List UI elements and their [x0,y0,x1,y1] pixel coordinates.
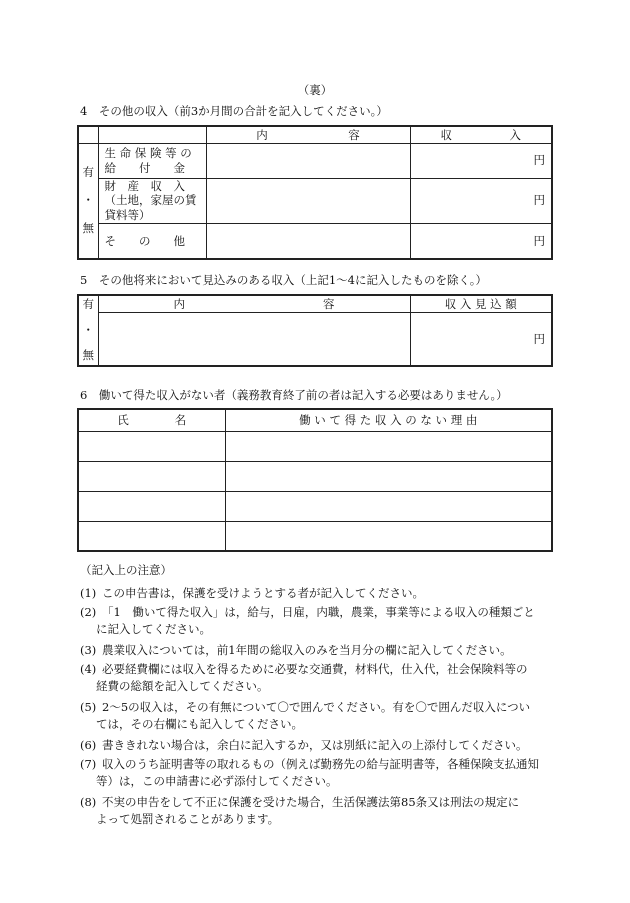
note-item: (2) 「1 働いて得た収入」は，給与，日雇，内職，農業，事業等による収入の種類ごと に記入してください。 [80,605,535,636]
section5-heading: 5 その他将来において見込みのある収入（上記1～4に記入したものを除く。） [80,273,487,287]
section4-row-property-label: 財 産 収 入 （土地，家屋の賃 貸料等） [98,178,206,223]
section4-row-life-insurance-content[interactable] [206,143,410,178]
section4-row-other-amount[interactable]: 円 [410,223,552,259]
note-item: (6) 書ききれない場合は，余白に記入するか，又は別紙に記入の上添付してください。 [80,738,528,752]
section4-row-life-insurance-amount[interactable]: 円 [410,143,552,178]
section5-col-content: 内 容 [98,295,410,312]
section4-heading: 4 その他の収入（前3か月間の合計を記入してください。） [80,104,388,118]
section6-name-cell[interactable] [78,521,225,551]
section6-table [77,408,553,552]
note-item: (4) 必要経費欄には収入を得るために必要な交通費，材料代，仕入代，社会保険料等の 経費の総額を記入してください。 [80,662,528,693]
section5-ari-nashi: 有 ・ 無 [78,295,98,366]
section6-reason-cell[interactable] [225,461,552,491]
section4-row-life-insurance-label: 生 命 保 険 等 の 給 付 金 [98,143,206,178]
section6-name-cell[interactable] [78,491,225,521]
section4-table [77,125,553,260]
notes-title: （記入上の注意） [80,563,172,577]
section5-amount-cell[interactable]: 円 [410,312,552,366]
note-item: (1) この申告書は，保護を受けようとする者が記入してください。 [80,586,424,600]
section4-row-property-content[interactable] [206,178,410,223]
section4-blank-head2 [98,126,206,143]
section4-col-income: 収 入 [410,126,552,143]
section4-row-property-amount[interactable]: 円 [410,178,552,223]
note-item: (8) 不実の申告をして不正に保護を受けた場合，生活保護法第85条又は刑法の規定に よって処罰されることがあります。 [80,795,520,826]
section6-name-cell[interactable] [78,431,225,461]
section6-heading: 6 働いて得た収入がない者（義務教育終了前の者は記入する必要はありません。） [80,388,508,402]
section4-ari-nashi: 有 ・ 無 [78,143,98,259]
section6-name-cell[interactable] [78,461,225,491]
section6-reason-cell[interactable] [225,491,552,521]
section5-table [77,294,553,367]
note-item: (5) 2～5の収入は，その有無について〇で囲んでください。有を〇で囲んだ収入につい ては，その右欄にも記入してください。 [80,700,531,731]
section5-content-cell[interactable] [98,312,410,366]
section6-col-name: 氏 名 [78,409,225,431]
note-item: (3) 農業収入については，前1年間の総収入のみを当月分の欄に記入してください。 [80,643,512,657]
section6-reason-cell[interactable] [225,431,552,461]
section5-col-expected: 収 入 見 込 額 [410,295,552,312]
section6-reason-cell[interactable] [225,521,552,551]
section4-blank-head [78,126,98,143]
section4-row-other-content[interactable] [206,223,410,259]
section4-row-other-label: そ の 他 [98,223,206,259]
section4-col-content: 内 容 [206,126,410,143]
note-item: (7) 収入のうち証明書等の取れるもの（例えば勤務先の給与証明書等，各種保険支払通知 等）は，この申請書に必ず添付してください。 [80,757,539,788]
page-side-label: （裏） [297,83,333,97]
section6-col-reason: 働 い て 得 た 収 入 の な い 理 由 [225,409,552,431]
